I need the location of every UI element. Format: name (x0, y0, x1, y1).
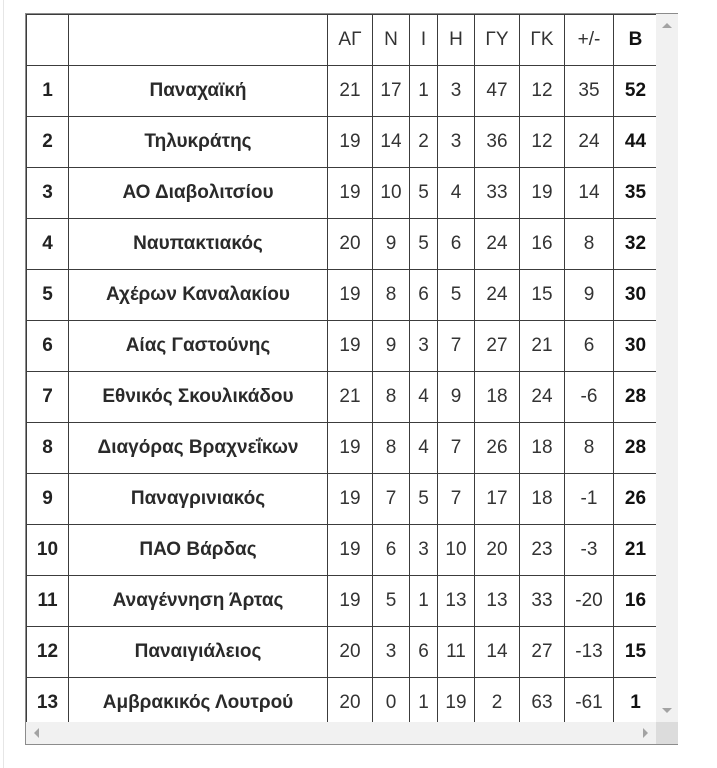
table-row (27, 117, 657, 168)
goal-difference-cell: 35 (565, 66, 614, 117)
goal-difference-cell: -20 (565, 576, 614, 627)
position-cell: 8 (27, 423, 69, 474)
goal-difference-cell: -61 (565, 678, 614, 723)
table-row (27, 474, 657, 525)
losses-cell: 13 (438, 576, 475, 627)
standings-table-container (25, 13, 678, 745)
played-cell: 20 (328, 627, 373, 678)
table-row (27, 270, 657, 321)
draws-cell: 4 (410, 423, 438, 474)
wins-cell: 6 (373, 525, 410, 576)
played-cell: 19 (328, 474, 373, 525)
table-row (27, 168, 657, 219)
goals-against-cell: 12 (520, 66, 565, 117)
points-cell: 21 (614, 525, 657, 576)
goals-for-cell: 18 (475, 372, 520, 423)
points-cell: 1 (614, 678, 657, 723)
losses-cell: 4 (438, 168, 475, 219)
wins-cell: 14 (373, 117, 410, 168)
played-cell: 21 (328, 66, 373, 117)
goals-for-cell: 13 (475, 576, 520, 627)
table-row (27, 678, 657, 723)
position-cell: 6 (27, 321, 69, 372)
played-cell: 19 (328, 168, 373, 219)
draws-cell: 6 (410, 627, 438, 678)
scroll-left-arrow-icon[interactable] (34, 728, 39, 738)
played-cell: 19 (328, 423, 373, 474)
position-cell: 4 (27, 219, 69, 270)
played-cell: 20 (328, 678, 373, 723)
header-row (27, 15, 657, 66)
wins-cell: 10 (373, 168, 410, 219)
goals-for-cell: 24 (475, 270, 520, 321)
goals-for-cell: 17 (475, 474, 520, 525)
points-cell: 30 (614, 270, 657, 321)
losses-cell: 19 (438, 678, 475, 723)
points-cell: 35 (614, 168, 657, 219)
team-name-cell: Αναγέννηση Άρτας (69, 576, 328, 627)
goals-for-cell: 27 (475, 321, 520, 372)
wins-cell: 9 (373, 219, 410, 270)
page-edge (3, 0, 4, 768)
losses-cell: 3 (438, 66, 475, 117)
goal-difference-cell: 24 (565, 117, 614, 168)
table-row (27, 321, 657, 372)
goals-for-cell: 26 (475, 423, 520, 474)
table-row (27, 576, 657, 627)
draws-cell: 1 (410, 678, 438, 723)
goals-against-cell: 33 (520, 576, 565, 627)
wins-cell: 0 (373, 678, 410, 723)
scrollbar-corner (656, 722, 678, 744)
wins-cell: 9 (373, 321, 410, 372)
losses-cell: 6 (438, 219, 475, 270)
goals-for-cell: 2 (475, 678, 520, 723)
table-row (27, 627, 657, 678)
played-cell: 19 (328, 576, 373, 627)
position-cell: 5 (27, 270, 69, 321)
team-name-cell: Διαγόρας Βραχνεΐκων (69, 423, 328, 474)
goals-against-cell: 23 (520, 525, 565, 576)
losses-cell: 3 (438, 117, 475, 168)
team-name-cell: Παναιγιάλειος (69, 627, 328, 678)
header-position (27, 15, 69, 66)
goals-against-cell: 18 (520, 474, 565, 525)
goal-difference-cell: 8 (565, 219, 614, 270)
wins-cell: 8 (373, 423, 410, 474)
position-cell: 9 (27, 474, 69, 525)
goal-difference-cell: -13 (565, 627, 614, 678)
goals-against-cell: 27 (520, 627, 565, 678)
position-cell: 11 (27, 576, 69, 627)
goals-against-cell: 12 (520, 117, 565, 168)
goals-against-cell: 24 (520, 372, 565, 423)
losses-cell: 7 (438, 423, 475, 474)
wins-cell: 7 (373, 474, 410, 525)
draws-cell: 5 (410, 168, 438, 219)
losses-cell: 9 (438, 372, 475, 423)
points-cell: 52 (614, 66, 657, 117)
table-row (27, 525, 657, 576)
goals-against-cell: 21 (520, 321, 565, 372)
played-cell: 19 (328, 525, 373, 576)
goals-for-cell: 33 (475, 168, 520, 219)
team-name-cell: Παναχαϊκή (69, 66, 328, 117)
table-row (27, 372, 657, 423)
points-cell: 28 (614, 372, 657, 423)
goals-against-cell: 19 (520, 168, 565, 219)
losses-cell: 10 (438, 525, 475, 576)
wins-cell: 17 (373, 66, 410, 117)
position-cell: 1 (27, 66, 69, 117)
goals-against-cell: 18 (520, 423, 565, 474)
points-cell: 26 (614, 474, 657, 525)
header-points: Β (614, 15, 657, 66)
team-name-cell: Εθνικός Σκουλικάδου (69, 372, 328, 423)
draws-cell: 1 (410, 66, 438, 117)
header-team (69, 15, 328, 66)
team-name-cell: Αχέρων Καναλακίου (69, 270, 328, 321)
wins-cell: 5 (373, 576, 410, 627)
header-goals-against: ΓΚ (520, 15, 565, 66)
draws-cell: 3 (410, 321, 438, 372)
draws-cell: 2 (410, 117, 438, 168)
goal-difference-cell: -6 (565, 372, 614, 423)
table-row (27, 423, 657, 474)
team-name-cell: Αίας Γαστούνης (69, 321, 328, 372)
draws-cell: 5 (410, 474, 438, 525)
team-name-cell: Παναγρινιακός (69, 474, 328, 525)
played-cell: 21 (328, 372, 373, 423)
losses-cell: 7 (438, 474, 475, 525)
header-losses: Η (438, 15, 475, 66)
table-row (27, 219, 657, 270)
position-cell: 3 (27, 168, 69, 219)
draws-cell: 4 (410, 372, 438, 423)
horizontal-scrollbar[interactable] (26, 722, 656, 744)
team-name-cell: Ναυπακτιακός (69, 219, 328, 270)
losses-cell: 7 (438, 321, 475, 372)
points-cell: 28 (614, 423, 657, 474)
goal-difference-cell: 9 (565, 270, 614, 321)
team-name-cell: Αμβρακικός Λουτρού (69, 678, 328, 723)
draws-cell: 1 (410, 576, 438, 627)
goal-difference-cell: 14 (565, 168, 614, 219)
losses-cell: 11 (438, 627, 475, 678)
goal-difference-cell: 8 (565, 423, 614, 474)
position-cell: 13 (27, 678, 69, 723)
goals-for-cell: 14 (475, 627, 520, 678)
points-cell: 30 (614, 321, 657, 372)
position-cell: 2 (27, 117, 69, 168)
goals-against-cell: 15 (520, 270, 565, 321)
played-cell: 19 (328, 117, 373, 168)
table-viewport (26, 14, 656, 722)
position-cell: 12 (27, 627, 69, 678)
vertical-scrollbar[interactable] (656, 14, 678, 722)
points-cell: 32 (614, 219, 657, 270)
team-name-cell: ΑΟ Διαβολιτσίου (69, 168, 328, 219)
header-wins: Ν (373, 15, 410, 66)
header-goal-difference: +/- (565, 15, 614, 66)
header-draws: Ι (410, 15, 438, 66)
wins-cell: 8 (373, 372, 410, 423)
team-name-cell: Τηλυκράτης (69, 117, 328, 168)
draws-cell: 5 (410, 219, 438, 270)
goals-for-cell: 24 (475, 219, 520, 270)
played-cell: 20 (328, 219, 373, 270)
losses-cell: 5 (438, 270, 475, 321)
draws-cell: 6 (410, 270, 438, 321)
standings-table (26, 14, 656, 722)
goal-difference-cell: 6 (565, 321, 614, 372)
goal-difference-cell: -3 (565, 525, 614, 576)
goals-for-cell: 20 (475, 525, 520, 576)
scroll-down-arrow-icon[interactable] (662, 708, 672, 713)
points-cell: 16 (614, 576, 657, 627)
position-cell: 7 (27, 372, 69, 423)
team-name-cell: ΠΑΟ Βάρδας (69, 525, 328, 576)
table-row (27, 66, 657, 117)
points-cell: 44 (614, 117, 657, 168)
draws-cell: 3 (410, 525, 438, 576)
goals-against-cell: 16 (520, 219, 565, 270)
goal-difference-cell: -1 (565, 474, 614, 525)
header-goals-for: ΓΥ (475, 15, 520, 66)
header-played: ΑΓ (328, 15, 373, 66)
wins-cell: 3 (373, 627, 410, 678)
points-cell: 15 (614, 627, 657, 678)
wins-cell: 8 (373, 270, 410, 321)
scroll-right-arrow-icon[interactable] (643, 728, 648, 738)
goals-for-cell: 47 (475, 66, 520, 117)
scroll-up-arrow-icon[interactable] (662, 23, 672, 28)
goals-for-cell: 36 (475, 117, 520, 168)
position-cell: 10 (27, 525, 69, 576)
goals-against-cell: 63 (520, 678, 565, 723)
played-cell: 19 (328, 270, 373, 321)
played-cell: 19 (328, 321, 373, 372)
